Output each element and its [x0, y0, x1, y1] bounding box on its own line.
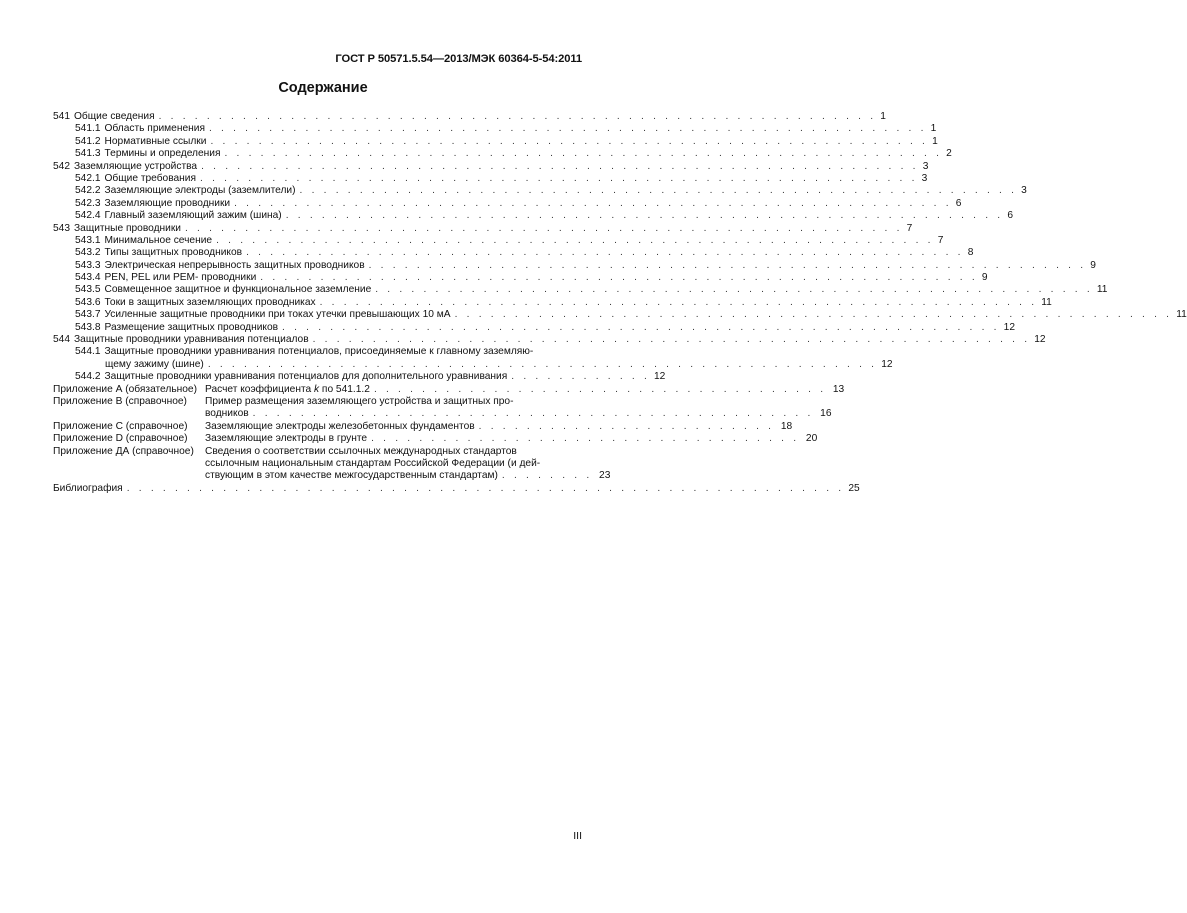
- toc-title: Главный заземляющий зажим (шина): [104, 210, 282, 222]
- leader-dots: . . . . . . . . . . . . . . . . . . . . . . . . . . . . . . . . . . . . . . . . . . . . . . . . . . . . . . . . . . . .: [285, 210, 1004, 222]
- toc-page: 9: [981, 272, 988, 284]
- toc-page: 6: [955, 197, 962, 209]
- toc-entry[interactable]: [53, 111, 886, 123]
- leader-dots: . . . . . . . . . . . . . . . . . . . . . . . . .: [478, 420, 775, 432]
- document-header: ГОСТ Р 50571.5.54—2013/МЭК 60364-5-54:2011: [335, 53, 582, 65]
- toc-page: 20: [805, 433, 818, 445]
- toc-number: 542.1: [75, 172, 101, 184]
- toc-page: 12: [881, 358, 893, 370]
- appendix-label: Приложение А (обязательное): [53, 383, 197, 395]
- toc-title: Защитные проводники уравнивания потенциалов: [74, 334, 309, 346]
- toc-entry[interactable]: [53, 210, 1013, 222]
- toc-appendix[interactable]: [53, 396, 832, 421]
- toc-page: 12: [1034, 334, 1046, 346]
- leader-dots: . . . . . . . . . . . . . . . . . . . . . . . . . . . . . . . . . . . . . . . . . . . . . . . . . . . . . . . . . . . .: [210, 135, 929, 147]
- leader-dots: . . . . . . . . . . . . . . . . . . . . . . . . . . . . . . . . . . . . . . . . . . . . . . . . . . . . . . . . . . . .: [216, 234, 934, 246]
- toc-number: 543.5: [75, 284, 101, 296]
- leader-dots: . . . . . . . . . . . . . . . . . . . . . . . . . . . . . . . . . . . .: [371, 433, 800, 445]
- toc-title: Заземляющие проводники: [104, 197, 231, 209]
- toc-title: Термины и определения: [104, 148, 221, 160]
- toc-number: 543.2: [75, 247, 101, 259]
- toc-page: 11: [1041, 296, 1052, 308]
- toc-number: 543.3: [75, 259, 101, 271]
- toc-page: 1: [930, 123, 937, 135]
- toc-number: 543.4: [75, 272, 101, 284]
- appendix-title: Заземляющие электроды в грунте: [205, 433, 368, 445]
- toc-title: Нормативные ссылки: [104, 135, 207, 147]
- toc-number: 542: [53, 160, 70, 172]
- toc-entry[interactable]: [53, 334, 1046, 346]
- toc-appendix[interactable]: [53, 433, 818, 445]
- toc-entry[interactable]: [53, 284, 1108, 296]
- table-of-contents: [53, 111, 1187, 495]
- toc-title: Общие сведения: [74, 111, 155, 122]
- toc-entry[interactable]: [53, 185, 1027, 197]
- appendix-label: Приложение С (справочное): [53, 420, 188, 432]
- toc-entry[interactable]: [53, 222, 913, 235]
- toc-number: 542.4: [75, 210, 101, 222]
- appendix-label: Приложение D (справочное): [53, 433, 188, 445]
- leader-dots: . . . . . . . . . . . . . . . . . . . . . . . . . . . . . . . . . . . . . . . . . . . . . . . . . . . . . . . .: [207, 358, 878, 370]
- toc-page: 16: [820, 408, 832, 420]
- appendix-label: Приложение В (справочное): [53, 396, 187, 408]
- toc-entry[interactable]: [53, 160, 929, 173]
- leader-dots: . . . . . . . . . . . . . . . . . . . . . . . . . . . . . . . . . . . . . . . . . . . . . . . . . . . . . . . . . . . .: [224, 148, 943, 160]
- toc-number: 543.8: [75, 321, 101, 333]
- leader-dots: . . . . . . . . . . . . . . . . . . . . . . . . . . . . . . . . . . . . . . . . . . . . . . . . . . . . . . . . . . . .: [260, 272, 978, 284]
- toc-number: 541.1: [75, 123, 101, 135]
- toc-page: 18: [780, 420, 793, 432]
- toc-page: 3: [922, 160, 929, 172]
- toc-page: 12: [653, 371, 666, 383]
- appendix-label: Приложение ДА (справочное): [53, 445, 194, 457]
- toc-appendix[interactable]: [53, 383, 845, 396]
- toc-entry[interactable]: [53, 172, 928, 185]
- leader-dots: . . . . . . . . . . . . . . . . . . . . . . . . . . . . . . . . . . . . . . . . . . . . . . . . . . . . . . . . . . . .: [200, 172, 918, 184]
- leader-dots: . . . . . . . . . . . . . . . . . . . . . . . . . . . . . . . . . . . . . . . . . . . . . . . . . . . . . . . . . . . .: [375, 284, 1093, 296]
- toc-appendix[interactable]: [53, 445, 611, 483]
- leader-dots: . . . . . . . . . . . . . . . . . . . . . . . . . . . . . . . . . . . . . . . . . . . . . . . . . . . . . . . . . . . .: [319, 296, 1038, 308]
- toc-title: Минимальное сечение: [104, 234, 213, 246]
- toc-page: 13: [832, 383, 845, 395]
- toc-page: 7: [937, 234, 944, 246]
- toc-number: 542.3: [75, 197, 101, 209]
- toc-page: 1: [880, 111, 886, 122]
- toc-page: 8: [967, 247, 974, 259]
- toc-title: Заземляющие электроды (заземлители): [104, 185, 296, 197]
- leader-dots: . . . . . . . . . . . . . . . . . . . . . . . . . . . . . . . . . . . . . . . . . . . . . . . . . . . . . . . . . . . .: [312, 334, 1031, 346]
- toc-appendix[interactable]: [53, 420, 793, 433]
- toc-number: 541: [53, 111, 70, 122]
- leader-dots: . . . . . . . . . . . . . . . . . . . . . . . . . . . . . . . . . . . . . . . . . . . . . . . . . . . . . . . . . . . .: [454, 309, 1173, 321]
- toc-title: Усиленные защитные проводники при токах утечки превышающих 10 мА: [104, 309, 451, 321]
- toc-page: 3: [921, 172, 928, 184]
- leader-dots: . . . . . . . . . . . .: [511, 371, 650, 383]
- toc-page: 2: [946, 148, 952, 160]
- toc-number: 544: [53, 334, 70, 346]
- toc-number: 543: [53, 222, 70, 234]
- toc-page: 6: [1007, 210, 1013, 222]
- toc-title: PEN, PEL или PEM- проводники: [104, 272, 257, 284]
- toc-page: 3: [1021, 185, 1027, 197]
- toc-page: 11: [1096, 284, 1108, 296]
- toc-entry[interactable]: [53, 321, 1016, 334]
- toc-entry[interactable]: [53, 234, 944, 247]
- toc-title: Токи в защитных заземляющих проводниках: [104, 296, 316, 308]
- leader-dots: . . . . . . . . . . . . . . . . . . . . . . . . . . . . . . . . . . . . . . . . . . . . . . .: [252, 408, 814, 420]
- toc-page: 1: [932, 135, 938, 147]
- toc-number: 544.2: [75, 371, 101, 383]
- toc-entry[interactable]: [53, 346, 893, 371]
- leader-dots: . . . . . . . . . . . . . . . . . . . . . . . . . . . . . . . . . . . . . . . . . . . . . . . . . . . . . . . . . . . .: [234, 197, 952, 209]
- leader-dots: . . . . . . . . . . . . . . . . . . . . . . . . . . . . . . . . . . . . . . . . . . . . . . . . . . . . . . . . . . . .: [282, 321, 1000, 333]
- toc-page: 23: [599, 470, 611, 482]
- appendix-title: Заземляющие электроды железобетонных фундаментов: [205, 420, 475, 432]
- toc-entry[interactable]: [53, 272, 988, 284]
- toc-title: Совмещенное защитное и функциональное заземление: [104, 284, 372, 296]
- toc-entry[interactable]: [53, 197, 962, 210]
- toc-page: 11: [1176, 309, 1187, 321]
- toc-entry[interactable]: [53, 259, 1096, 272]
- toc-entry[interactable]: [53, 148, 952, 160]
- toc-title: Общие требования: [104, 172, 197, 184]
- toc-number: 542.2: [75, 185, 101, 197]
- appendix-title-line1: Пример размещения заземляющего устройства и защитных про-: [205, 396, 514, 408]
- appendix-title-line1: Сведения о соответствии ссылочных международных стандартов: [205, 445, 517, 457]
- toc-number: 541.3: [75, 148, 101, 160]
- toc-number: 543.6: [75, 296, 101, 308]
- leader-dots: . . . . . . . . . . . . . . . . . . . . . . . . . . . . . . . . . . . . . . . . . . . . . . . . . . . . . . . . . . . .: [368, 259, 1087, 271]
- toc-title: Размещение защитных проводников: [104, 321, 279, 333]
- leader-dots: . . . . . . . .: [501, 470, 593, 482]
- leader-dots: . . . . . . . . . . . . . . . . . . . . . . . . . . . . . . . . . . . . . . . . . . . . . . . . . . . . . . . . . . . .: [185, 222, 903, 234]
- leader-dots: . . . . . . . . . . . . . . . . . . . . . . . . . . . . . . . . . . . . . . . . . . . . . . . . . . . . . . . . . . . .: [201, 160, 919, 172]
- toc-title: Область применения: [104, 123, 205, 135]
- toc-title: Электрическая непрерывность защитных проводников: [104, 259, 365, 271]
- toc-number: 543.1: [75, 234, 101, 246]
- toc-number: 541.2: [75, 135, 101, 147]
- bibliography-title: Библиография: [53, 482, 123, 494]
- toc-title: Заземляющие устройства: [74, 160, 198, 172]
- toc-title-line2: щему зажиму (шине): [105, 358, 204, 370]
- toc-number: 544.1: [75, 346, 101, 358]
- toc-entry[interactable]: [53, 123, 937, 135]
- leader-dots: . . . . . . . . . . . . . . . . . . . . . . . . . . . . . . . . . . . . . .: [373, 383, 827, 395]
- toc-bibliography[interactable]: [53, 482, 860, 495]
- leader-dots: . . . . . . . . . . . . . . . . . . . . . . . . . . . . . . . . . . . . . . . . . . . . . . . . . . . . . . . . . . . .: [208, 123, 927, 135]
- toc-page: 7: [906, 222, 913, 234]
- leader-dots: . . . . . . . . . . . . . . . . . . . . . . . . . . . . . . . . . . . . . . . . . . . . . . . . . . . . . . . . . . . .: [158, 111, 877, 122]
- toc-number: 543.7: [75, 309, 101, 321]
- leader-dots: . . . . . . . . . . . . . . . . . . . . . . . . . . . . . . . . . . . . . . . . . . . . . . . . . . . . . . . . . . . .: [126, 482, 845, 494]
- page-title: Содержание: [278, 80, 368, 96]
- appendix-title: Расчет коэффициента k по 541.1.2: [205, 383, 370, 395]
- appendix-title-line2: водников: [205, 408, 249, 420]
- page-number: III: [573, 830, 582, 842]
- toc-entry[interactable]: [53, 296, 1052, 309]
- appendix-title-line2: ссылочным национальным стандартам Российской Федерации (и дей-: [205, 458, 541, 470]
- toc-page: 12: [1003, 321, 1016, 333]
- toc-entry[interactable]: [53, 135, 938, 148]
- toc-title: Типы защитных проводников: [104, 247, 243, 259]
- toc-title-line1: Защитные проводники уравнивания потенциалов, присоединяемые к главному заземляю-: [104, 346, 534, 358]
- leader-dots: . . . . . . . . . . . . . . . . . . . . . . . . . . . . . . . . . . . . . . . . . . . . . . . . . . . . . . . . . . . .: [299, 185, 1018, 197]
- toc-entry[interactable]: [53, 371, 666, 383]
- toc-page: 25: [848, 482, 860, 494]
- leader-dots: . . . . . . . . . . . . . . . . . . . . . . . . . . . . . . . . . . . . . . . . . . . . . . . . . . . . . . . . . . . .: [246, 247, 964, 259]
- appendix-title-line3: ствующим в этом качестве межгосударственным стандартам): [205, 470, 498, 482]
- toc-entry[interactable]: [53, 309, 1187, 321]
- toc-page: 9: [1090, 259, 1096, 271]
- toc-title: Защитные проводники уравнивания потенциалов для дополнительного уравнивания: [104, 371, 508, 383]
- toc-entry[interactable]: [53, 247, 974, 259]
- toc-title: Защитные проводники: [74, 222, 181, 234]
